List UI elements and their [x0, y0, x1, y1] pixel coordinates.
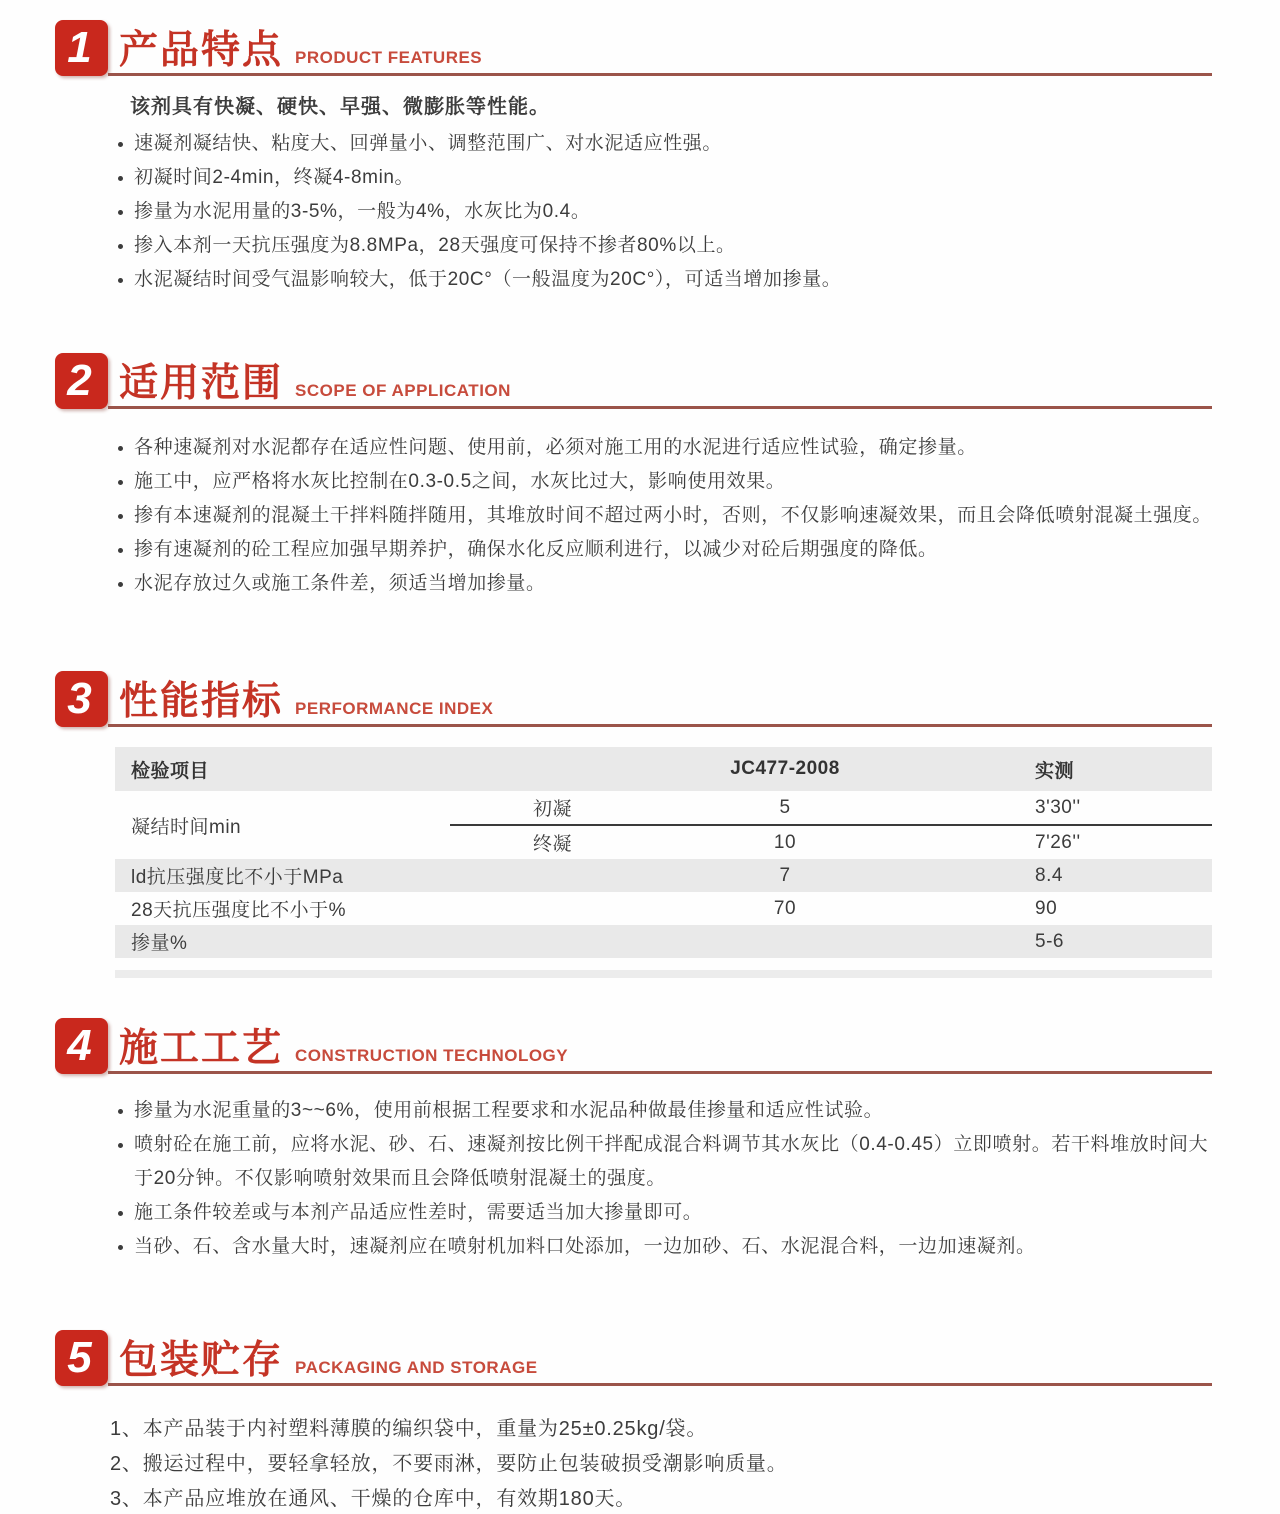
bullet-text: 掺有速凝剂的砼工程应加强早期养护，确保水化反应顺利进行，以减少对砼后期强度的降低。	[134, 539, 938, 560]
bullet-dot	[118, 142, 123, 147]
row-measured: 8.4	[1035, 864, 1063, 886]
bullet-text: 水泥存放过久或施工条件差，须适当增加掺量。	[134, 573, 546, 594]
bullet-item	[118, 567, 1212, 601]
bullet-dot	[118, 582, 123, 587]
section-header	[55, 1018, 1212, 1074]
section-number: 2	[67, 356, 92, 405]
section-number-badge	[55, 671, 108, 727]
section-subtitle: PACKAGING AND STORAGE	[295, 1358, 538, 1377]
row-standard: 7	[779, 864, 791, 886]
bullet-dot	[118, 210, 123, 215]
subrow-measured: 7'26''	[1035, 831, 1081, 853]
intro-text: 该剂具有快凝、硬快、早强、微膨胀等性能。	[130, 96, 550, 118]
row-measured: 5-6	[1035, 930, 1064, 952]
bullet-item	[118, 465, 1212, 499]
section-subtitle: SCOPE OF APPLICATION	[295, 381, 511, 400]
bullet-list	[118, 127, 1212, 297]
section-construction-technology	[55, 1018, 1212, 1264]
bullet-dot	[118, 1245, 123, 1250]
row-label: 凝结时间min	[131, 816, 242, 838]
section-titles	[119, 19, 482, 75]
bullet-item	[118, 431, 1212, 465]
section-number: 5	[67, 1333, 92, 1382]
header-cell-standard: JC477-2008	[730, 758, 840, 779]
section-title: 性能指标	[119, 680, 284, 723]
bullet-text: 掺量为水泥重量的3~~6%，使用前根据工程要求和水泥品种做最佳掺量和适应性试验。	[134, 1100, 884, 1121]
subrow-name: 终凝	[532, 834, 572, 855]
subrow-measured: 3'30''	[1035, 796, 1081, 818]
bullet-text: 当砂、石、含水量大时，速凝剂应在喷射机加料口处添加，一边加砂、石、水泥混合料，一边加速凝剂。	[134, 1236, 1036, 1257]
section-subtitle: CONSTRUCTION TECHNOLOGY	[295, 1046, 569, 1065]
section-title: 包装贮存	[119, 1339, 284, 1382]
table-header-row	[115, 747, 1212, 791]
header-cell-item: 检验项目	[131, 760, 210, 782]
numbered-item: 2、搬运过程中，要轻拿轻放，不要雨淋，要防止包装破损受潮影响质量。	[110, 1453, 788, 1475]
table-row	[115, 925, 1212, 958]
section-subtitle: PERFORMANCE INDEX	[295, 699, 494, 718]
bullet-dot	[118, 446, 123, 451]
bullet-text: 施工条件较差或与本剂产品适应性差时，需要适当加大掺量即可。	[134, 1202, 703, 1223]
section-underline	[108, 73, 1212, 76]
section-header	[55, 20, 1212, 76]
bullet-text: 掺有本速凝剂的混凝土干拌料随拌随用，其堆放时间不超过两小时，否则，不仅影响速凝效果，而且会降低喷射混凝土强度。	[134, 505, 1213, 526]
bullet-dot	[118, 1143, 123, 1148]
section-header	[55, 1330, 1212, 1386]
numbered-list	[110, 1412, 1212, 1514]
bullet-dot	[118, 244, 123, 249]
bullet-text: 初凝时间2-4min，终凝4-8min。	[134, 167, 415, 188]
section-number-badge	[55, 353, 108, 409]
row-label: 28天抗压强度比不小于%	[131, 900, 347, 921]
bullet-dot	[118, 480, 123, 485]
merged-subrows	[450, 791, 1212, 859]
bullet-item	[118, 195, 1212, 229]
row-measured: 90	[1035, 897, 1058, 919]
bullet-text: 各种速凝剂对水泥都存在适应性问题、使用前，必须对施工用的水泥进行适应性试验，确定掺量。	[134, 437, 977, 458]
performance-table	[115, 747, 1212, 978]
bullet-list	[118, 1094, 1212, 1264]
section-header	[55, 671, 1212, 727]
section-number: 1	[67, 23, 92, 72]
bullet-item	[118, 161, 1212, 195]
section-titles	[119, 1017, 568, 1073]
section-product-features	[55, 20, 1212, 297]
bullet-list	[118, 431, 1212, 601]
section-title: 施工工艺	[119, 1027, 284, 1070]
bullet-text: 喷射砼在施工前，应将水泥、砂、石、速凝剂按比例干拌配成混合料调节其水灰比（0.4-0.45）立即喷射。若干料堆放时间大于20分钟。不仅影响喷射效果而且会降低喷射混凝土的强度。	[134, 1134, 1209, 1189]
bullet-item	[118, 127, 1212, 161]
section-number-badge	[55, 1018, 108, 1074]
bullet-dot	[118, 278, 123, 283]
bullet-text: 速凝剂凝结快、粘度大、回弹量小、调整范围广、对水泥适应性强。	[134, 133, 723, 154]
section-underline	[108, 724, 1212, 727]
section-underline	[108, 1071, 1212, 1074]
bullet-dot	[118, 1109, 123, 1114]
section-scope-of-application	[55, 353, 1212, 601]
row-label: 掺量%	[131, 933, 188, 954]
row-standard: 70	[773, 897, 797, 919]
bullet-dot	[118, 176, 123, 181]
bullet-item	[118, 229, 1212, 263]
subrow-name: 初凝	[532, 799, 572, 820]
section-title: 产品特点	[119, 29, 284, 72]
bullet-item	[118, 1128, 1212, 1196]
bullet-dot	[118, 548, 123, 553]
header-cell-measured: 实测	[1035, 760, 1075, 782]
section-underline	[108, 406, 1212, 409]
bullet-item	[118, 499, 1212, 533]
section-underline	[108, 1383, 1212, 1386]
numbered-item: 1、本产品装于内衬塑料薄膜的编织袋中，重量为25±0.25kg/袋。	[110, 1418, 708, 1440]
section-performance-index	[55, 671, 1212, 978]
table-merged-row	[115, 791, 1212, 859]
bullet-text: 水泥凝结时间受气温影响较大，低于20C°（一般温度为20C°），可适当增加掺量。	[134, 269, 842, 290]
bullet-item	[118, 1196, 1212, 1230]
bullet-item	[118, 533, 1212, 567]
bullet-dot	[118, 514, 123, 519]
numbered-item: 3、本产品应堆放在通风、干燥的仓库中，有效期180天。	[110, 1488, 637, 1510]
bullet-text: 掺入本剂一天抗压强度为8.8MPa，28天强度可保持不掺者80%以上。	[134, 235, 736, 256]
subrow-standard: 5	[779, 796, 791, 818]
section-title: 适用范围	[119, 362, 284, 405]
section-packaging-and-storage	[55, 1330, 1212, 1514]
bullet-dot	[118, 1211, 123, 1216]
section-titles	[119, 1329, 538, 1385]
bullet-text: 施工中，应严格将水灰比控制在0.3-0.5之间，水灰比过大，影响使用效果。	[134, 471, 786, 492]
table-subrow	[450, 791, 1212, 824]
section-titles	[119, 670, 493, 726]
section-subtitle: PRODUCT FEATURES	[295, 48, 483, 67]
section-number-badge	[55, 1330, 108, 1386]
section-titles	[119, 352, 511, 408]
table-subrow	[450, 826, 1212, 859]
bullet-item	[118, 1230, 1212, 1264]
table-row	[115, 892, 1212, 925]
table-row	[115, 859, 1212, 892]
bullet-item	[118, 1094, 1212, 1128]
section-number-badge	[55, 20, 108, 76]
section-header	[55, 353, 1212, 409]
subrow-standard: 10	[773, 831, 797, 853]
bullet-item	[118, 263, 1212, 297]
row-label: ld抗压强度比不小于MPa	[131, 867, 344, 888]
table-bottom-strip	[115, 970, 1212, 978]
section-number: 4	[67, 1021, 92, 1070]
section-number: 3	[67, 674, 92, 723]
bullet-text: 掺量为水泥用量的3-5%，一般为4%，水灰比为0.4。	[134, 201, 591, 222]
